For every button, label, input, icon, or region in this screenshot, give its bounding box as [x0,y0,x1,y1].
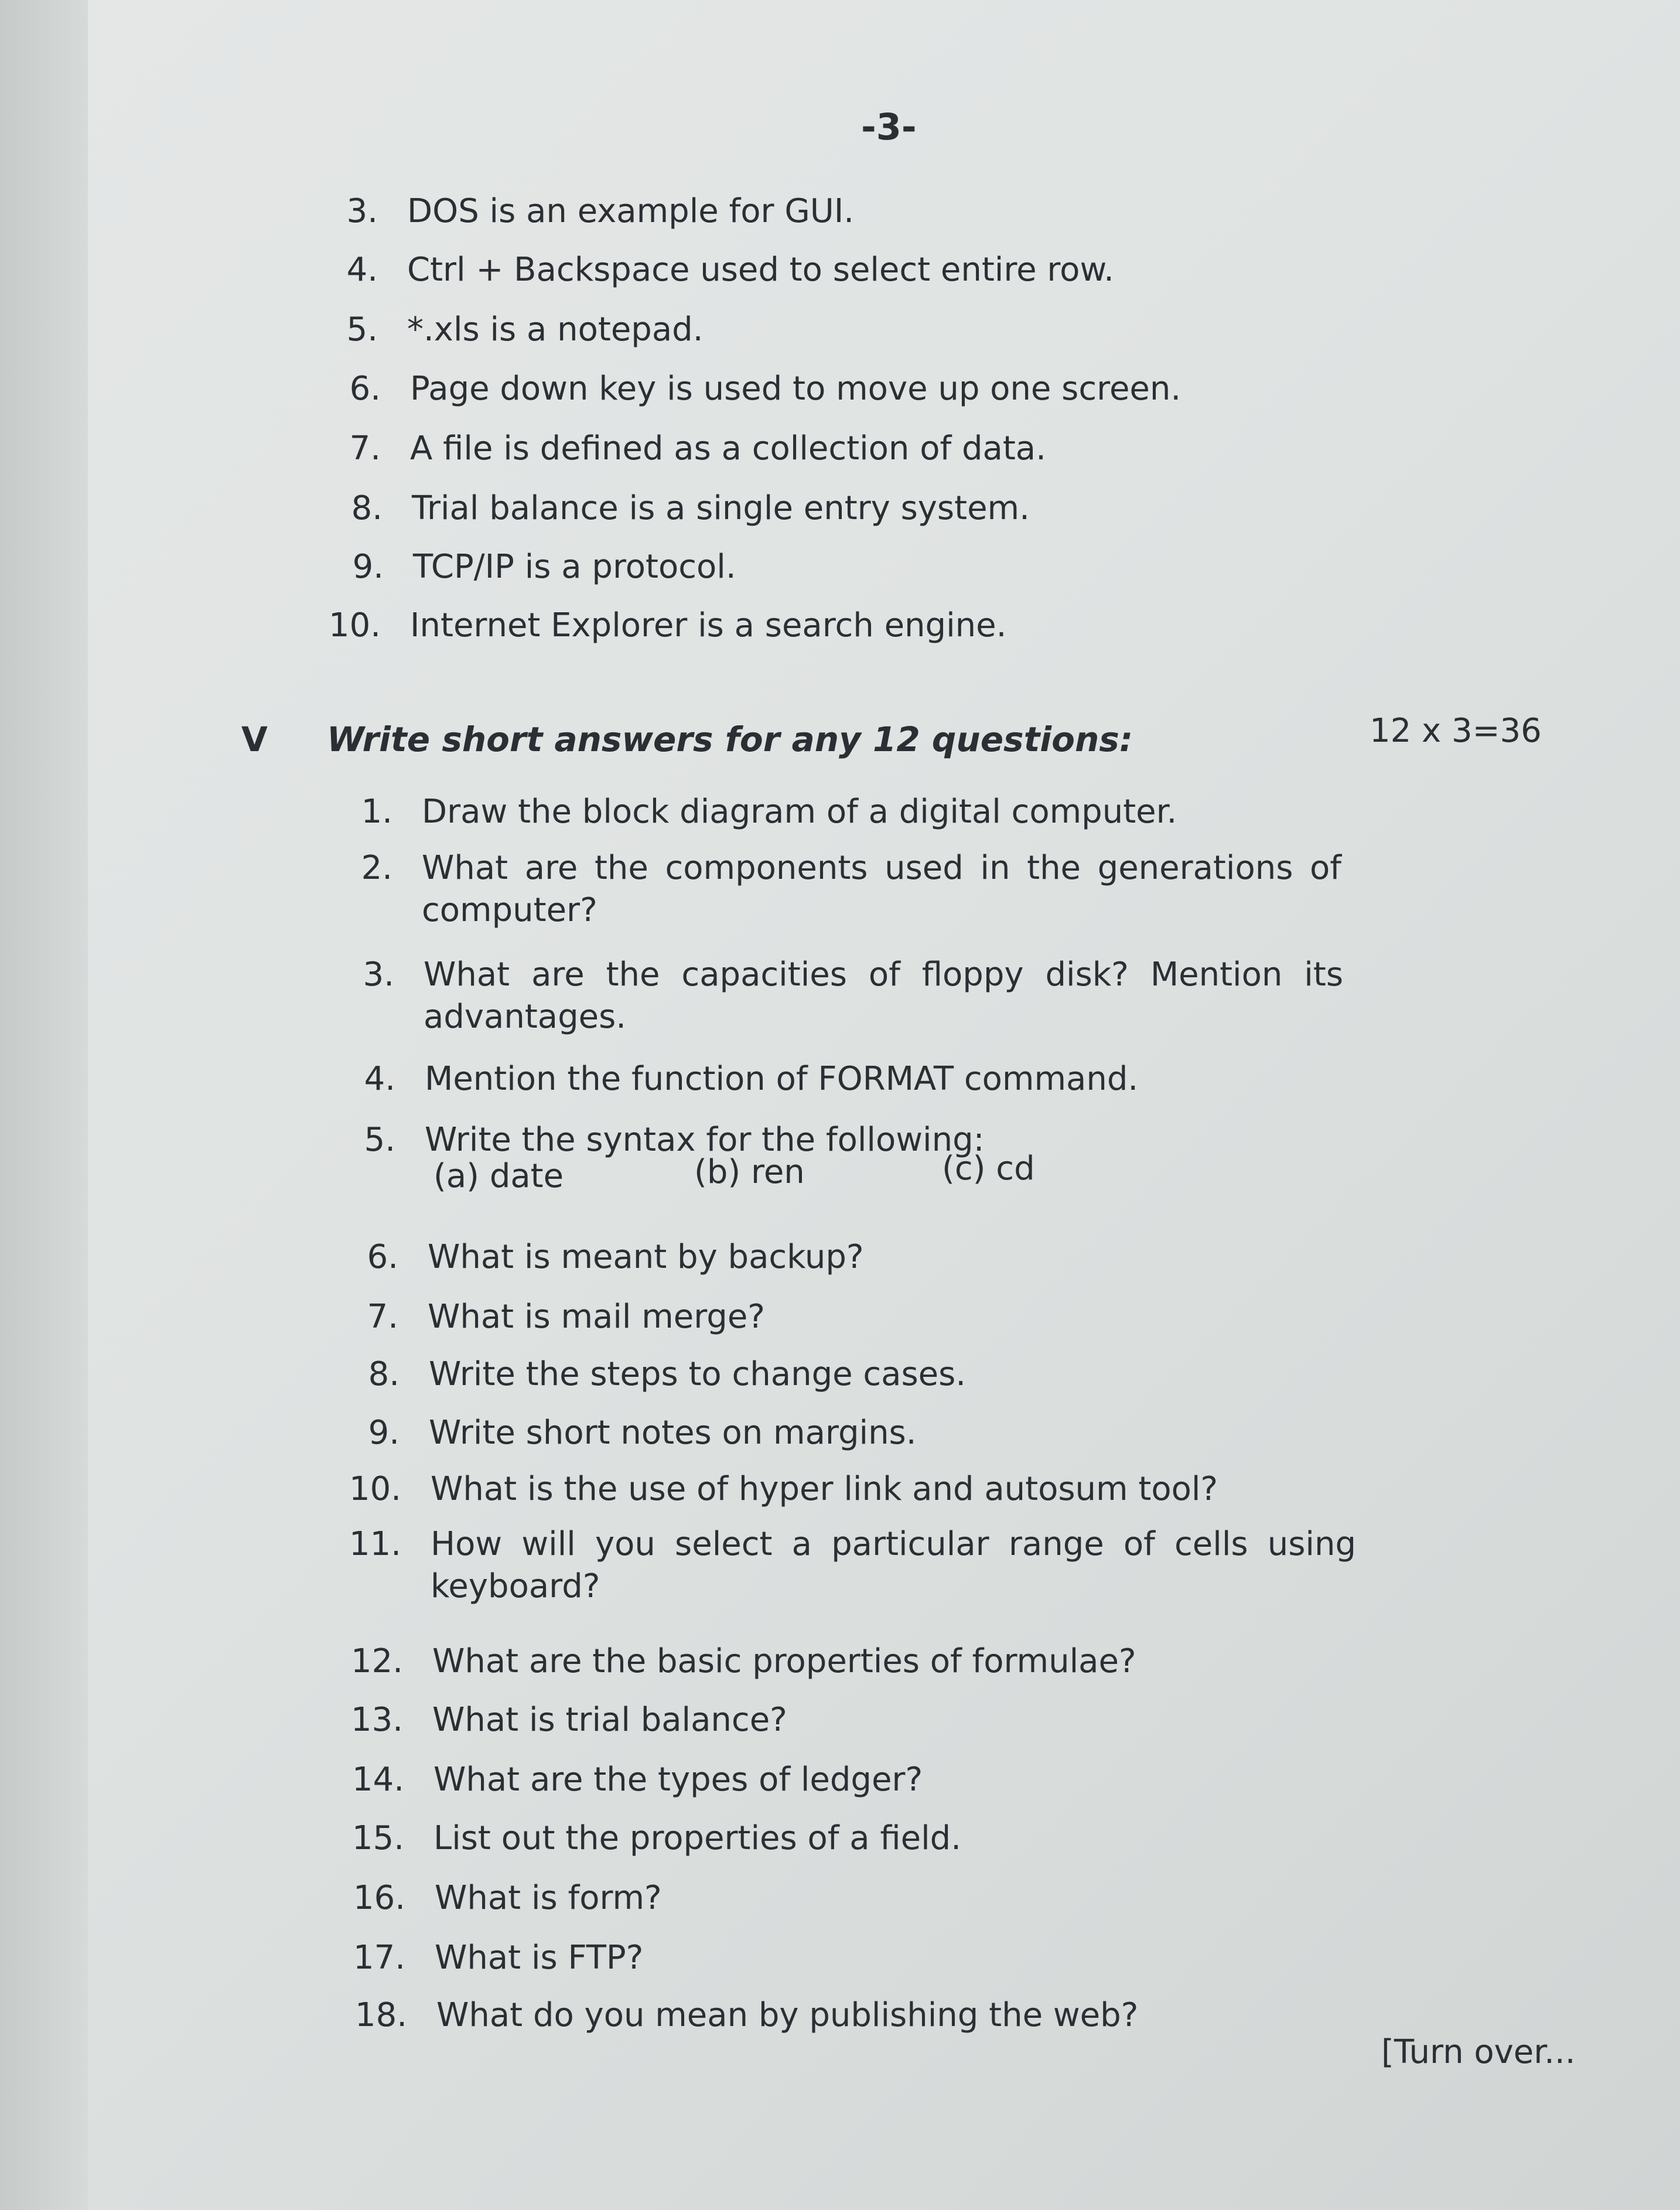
question-text: What is meant by backup? [428,1238,864,1276]
question-number: 3. [363,956,394,994]
question-text: What are the capacities of floppy disk? Mention its advantages. [424,956,1343,1036]
question-number: 5. [364,1121,395,1159]
question-number: 12. [350,1642,403,1680]
question-text: What do you mean by publishing the web? [436,1996,1139,2034]
item-number: 7. [349,429,381,468]
question-number: 1. [361,793,392,831]
section-marks: 12 x 3=36 [1370,712,1542,750]
item-number: 4. [346,251,378,289]
question-number: 18. [354,1996,407,2034]
question-number: 8. [368,1355,399,1393]
question-text: What are the components used in the generations of computer? [422,849,1341,929]
question-text: List out the properties of a field. [433,1819,962,1857]
question-text: Write the steps to change cases. [429,1355,967,1393]
item-number: 10. [328,606,381,644]
question-text: What is FTP? [435,1939,644,1977]
item-number: 9. [352,548,384,586]
question-option: (b) ren [694,1153,805,1191]
question-option: (a) date [433,1157,564,1195]
item-number: 8. [351,489,383,527]
question-text: Draw the block diagram of a digital computer. [422,793,1177,831]
question-text: What is the use of hyper link and autosum tool? [431,1470,1218,1508]
item-number: 5. [346,311,378,349]
question-number: 6. [367,1238,398,1276]
question-number: 2. [361,849,392,887]
item-text: *.xls is a notepad. [407,311,704,349]
question-number: 7. [367,1298,398,1336]
item-text: Trial balance is a single entry system. [412,489,1030,527]
question-text: Write the syntax for the following: [425,1121,985,1159]
question-number: 11. [349,1525,401,1563]
question-text: Write short notes on margins. [429,1414,917,1452]
question-number: 15. [351,1819,404,1857]
question-text: Mention the function of FORMAT command. [425,1060,1139,1098]
question-text: What is trial balance? [432,1701,787,1739]
item-text: Page down key is used to move up one screen. [410,370,1182,408]
question-text: How will you select a particular range of cells using keyboard? [431,1525,1356,1605]
item-text: Internet Explorer is a search engine. [410,606,1007,644]
question-text: What are the types of ledger? [433,1761,923,1799]
turn-over-note: [Turn over... [1381,2033,1576,2071]
item-number: 6. [349,370,381,408]
item-number: 3. [346,192,378,230]
item-text: DOS is an example for GUI. [407,192,855,230]
page-number: -3- [861,105,917,148]
section-number: V [241,719,268,759]
question-number: 17. [353,1939,405,1977]
question-number: 9. [368,1414,399,1452]
question-number: 4. [364,1060,395,1098]
question-number: 10. [349,1470,401,1508]
page-edge-shadow [0,0,88,2210]
question-number: 16. [353,1879,405,1917]
question-text: What is form? [435,1879,662,1917]
item-text: Ctrl + Backspace used to select entire row. [407,251,1114,289]
item-text: TCP/IP is a protocol. [413,548,736,586]
question-number: 13. [350,1701,403,1739]
question-text: What are the basic properties of formulae? [432,1642,1136,1680]
item-text: A file is defined as a collection of data. [410,429,1046,468]
question-option: (c) cd [942,1150,1035,1188]
question-number: 14. [351,1761,404,1799]
question-text: What is mail merge? [428,1298,766,1336]
section-heading: Write short answers for any 12 questions: [327,719,1133,759]
